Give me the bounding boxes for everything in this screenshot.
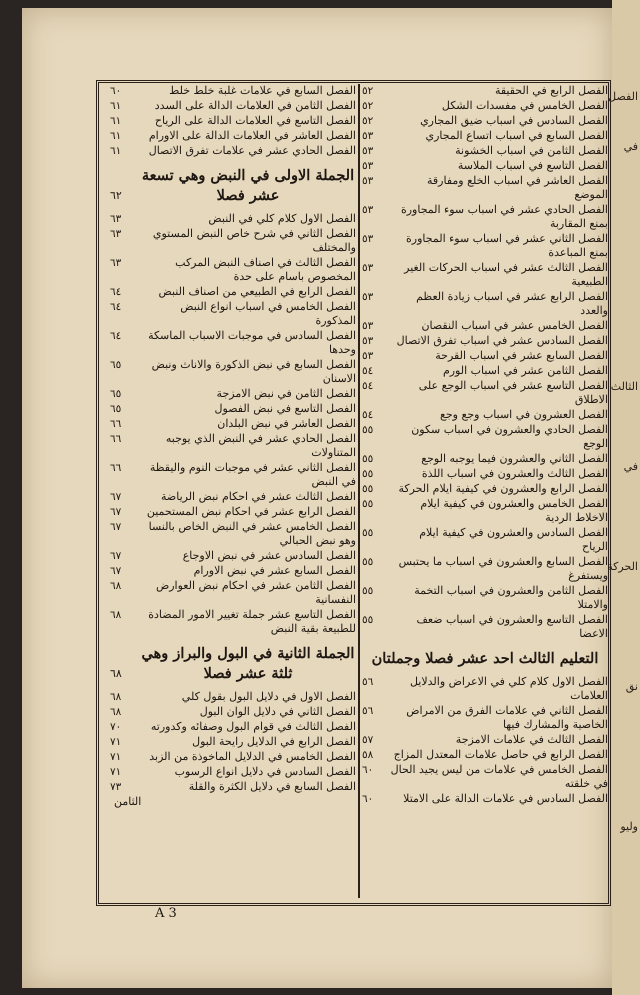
page-number: ٦٤ [110, 330, 122, 342]
toc-entry [362, 84, 608, 98]
page-number: ٦٠ [110, 85, 122, 97]
chapter-title: الفصل الثالث في قوام البول وصفائه وكدورته [150, 720, 356, 733]
page-number: ٥٢ [362, 85, 374, 97]
chapter-title: الفصل السابع عشر في اسباب القرحة [435, 349, 608, 362]
toc-entry [110, 129, 356, 143]
page-number: ٥٨ [362, 749, 374, 761]
page-number: ٥٥ [362, 424, 374, 436]
page-number: ٦٨ [110, 580, 122, 592]
toc-entry [110, 461, 356, 489]
toc-entry [110, 387, 356, 401]
page-number: ٧١ [110, 736, 122, 748]
toc-entry [362, 129, 608, 143]
page-number: ٥٤ [362, 380, 374, 392]
chapter-title: الفصل الثاني في علامات الفرق من الامراض الخاصية والمشارك فيها [406, 704, 608, 731]
page-number: ٥٣ [362, 130, 374, 142]
chapter-title: الفصل الخامس في اسباب انواع النبض المذكورة [180, 300, 356, 327]
toc-entry [362, 408, 608, 422]
toc-entry [110, 690, 356, 704]
chapter-title: الفصل الثالث والعشرون في اسباب اللذة [421, 467, 608, 480]
chapter-title: الفصل الحادي والعشرون في اسباب سكون الوجع [411, 423, 608, 450]
page-number: ٦١ [110, 130, 122, 142]
chapter-title: الفصل الرابع في الدلايل رايحة البول [192, 735, 356, 748]
toc-entry [362, 792, 608, 806]
page-number: ٦٦ [110, 462, 122, 474]
toc-entry [362, 144, 608, 158]
chapter-title: الفصل الثاني والعشرون فيما يوجبه الوجع [421, 452, 608, 465]
chapter-title: الفصل الرابع عشر في اسباب زيادة العظم والعدد [416, 290, 608, 317]
page-number: ٦٦ [110, 418, 122, 430]
toc-entry [362, 114, 608, 128]
chapter-title: الفصل السابع في علامات غلبة خلط خلط [169, 84, 356, 97]
page-number: ٥٧ [362, 734, 374, 746]
section-heading: التعليم الثالث احد عشر فصلا وجملتان [371, 650, 599, 667]
chapter-title: الفصل الثامن في اسباب الخشونة [455, 144, 608, 157]
page-number: ٥٥ [362, 556, 374, 568]
adjacent-page-edge [607, 0, 640, 995]
adjacent-page-text: الفصل [608, 90, 638, 103]
page-number: ٦٧ [110, 565, 122, 577]
chapter-title: الفصل السادس في دلايل انواع الرسوب [174, 765, 356, 778]
chapter-title: الفصل الثامن عشر في احكام نبض العوارض النفسانية [155, 579, 356, 606]
toc-entry [110, 227, 356, 255]
chapter-title: الفصل الاول كلام كلي في النبض [208, 212, 356, 225]
toc-entry [110, 432, 356, 460]
toc-entry [362, 334, 608, 348]
chapter-title: الفصل الثالث عشر في اسباب الحركات الغير الطبيعية [404, 261, 608, 288]
toc-entry [362, 467, 608, 481]
chapter-title: الفصل الثامن عشر في اسباب الورم [442, 364, 608, 377]
toc-entry [362, 159, 608, 173]
toc-entry [110, 358, 356, 386]
page-number: ٦٦ [110, 433, 122, 445]
chapter-title: الفصل الثالث عشر في احكام نبض الرياضة [160, 490, 356, 503]
chapter-title: الفصل التاسع عشر في اسباب الوجع على الاطلاق [418, 379, 608, 406]
page-number: ٥٣ [362, 350, 374, 362]
toc-entry [110, 549, 356, 563]
chapter-title: الفصل السادس في علامات الدالة على الامتلا [403, 792, 608, 805]
chapter-title: الفصل الخامس عشر في النبض الخاص بالنسا وهو نبض الحبالي [148, 520, 356, 547]
toc-entry [362, 584, 608, 612]
chapter-title: الفصل الاول في دلايل البول بقول كلي [181, 690, 356, 703]
chapter-title: الفصل العاشر في نبض البلدان [217, 417, 356, 430]
chapter-title: الفصل الرابع في الحقيقة [494, 84, 608, 97]
chapter-title: الفصل الثاني عشر في موجبات النوم واليقظة في النبض [149, 461, 356, 488]
toc-entry [110, 750, 356, 764]
chapter-title: الفصل الحادي عشر في اسباب سوء المجاورة بمنع المقاربة [400, 203, 608, 230]
chapter-title: الفصل الاول كلام كلي في الاعراض والدلايل العلامات [409, 675, 608, 702]
toc-entry [362, 733, 608, 747]
chapter-title: الفصل الثامن والعشرون في اسباب التخمة والامتلا [414, 584, 608, 611]
toc-entry [110, 300, 356, 328]
page-number: ٦٧ [110, 550, 122, 562]
page-number: ٦٢ [110, 189, 122, 202]
toc-entry [110, 735, 356, 749]
page-number: ٥٥ [362, 498, 374, 510]
chapter-title: الفصل السابع عشر في نبض الاورام [193, 564, 356, 577]
toc-entry [110, 212, 356, 226]
chapter-title: الفصل الثالث في اصناف النبض المركب المخصوص باسام على حدة [175, 256, 356, 283]
page-number: ٦٨ [110, 609, 122, 621]
toc-entry [362, 174, 608, 202]
page-number: ٥٥ [362, 483, 374, 495]
chapter-title: الفصل الحادي عشر في النبض الذي يوجبه المتناولات [165, 432, 356, 459]
toc-entry [110, 608, 356, 636]
chapter-title: الفصل العشرون في اسباب وجع وجع [440, 408, 608, 421]
adjacent-page-text: في [623, 140, 638, 153]
page-number: ٦٥ [110, 359, 122, 371]
toc-entry [110, 285, 356, 299]
toc-entry [362, 99, 608, 113]
toc-entry [110, 84, 356, 98]
chapter-title: الفصل التاسع في نبض الفصول [214, 402, 356, 415]
page-number: ٦٧ [110, 521, 122, 533]
toc-entry [110, 564, 356, 578]
toc-entry [362, 555, 608, 583]
page-number: ٥٥ [362, 614, 374, 626]
toc-entry [110, 144, 356, 158]
chapter-title: الفصل الخامس عشر في اسباب النقصان [421, 319, 608, 332]
chapter-title: الفصل التاسع في اسباب الملاسة [457, 159, 608, 172]
page-number: ٦٣ [110, 213, 122, 225]
chapter-title: الفصل السادس في موجبات الاسباب الماسكة وحدها [148, 329, 356, 356]
page-number: ٦٥ [110, 403, 122, 415]
column-divider [358, 84, 360, 898]
toc-entry [110, 256, 356, 284]
toc-entry [362, 704, 608, 732]
adjacent-page-text: الثالث [610, 380, 638, 393]
page-number: ٥٤ [362, 365, 374, 377]
chapter-title: الفصل العاشر في اسباب الخلع ومفارقة الموضع [427, 174, 608, 201]
page-number: ٥٥ [362, 585, 374, 597]
toc-entry [362, 613, 608, 641]
page-number: ٦٥ [110, 388, 122, 400]
page-number: ٥٣ [362, 262, 374, 274]
toc-entry [362, 675, 608, 703]
chapter-title: الفصل الثالث في علامات الامزجة [455, 733, 608, 746]
chapter-title: الفصل التاسع في العلامات الدالة على الرياح [154, 114, 356, 127]
toc-entry [362, 379, 608, 407]
toc-entry [362, 203, 608, 231]
page-number: ٦٣ [110, 257, 122, 269]
page-number: ٥٢ [362, 100, 374, 112]
page-number: ٦٠ [362, 793, 374, 805]
toc-entry [110, 99, 356, 113]
chapter-title: الفصل الرابع والعشرون في كيفية ايلام الحركة [398, 482, 608, 495]
chapter-title: الفصل السابع في اسباب اتساع المجاري [425, 129, 608, 142]
page-number: ٦٤ [110, 301, 122, 313]
toc-entry [362, 364, 608, 378]
chapter-title: الفصل الرابع في الطبيعي من اصناف النبض [158, 285, 356, 298]
toc-entry [110, 780, 356, 794]
page-number: ٥٢ [362, 115, 374, 127]
toc-entry [362, 232, 608, 260]
adjacent-page-text: في [623, 460, 638, 473]
page-number: ٧٣ [110, 781, 122, 793]
chapter-title: الفصل السابع في نبض الذكورة والاناث ونبض الاسنان [151, 358, 356, 385]
adjacent-page-text: الحركة [607, 560, 638, 573]
toc-entry [362, 482, 608, 496]
toc-entry [362, 319, 608, 333]
toc-entry [362, 261, 608, 289]
page-number: ٧١ [110, 766, 122, 778]
chapter-title: الفصل الثامن في العلامات الدالة على السدد [154, 99, 356, 112]
heading-text: الجملة الثانية في البول والبراز وهي ثلثة عشر فصلا [141, 645, 355, 682]
chapter-title: الفصل السادس في اسباب ضيق المجاري [420, 114, 608, 127]
toc-entry [110, 490, 356, 504]
toc-entry [362, 452, 608, 466]
page-number: ٥٣ [362, 335, 374, 347]
page-number: ٥٣ [362, 320, 374, 332]
chapter-title: الفصل العاشر في العلامات الدالة على الاورام [148, 129, 356, 142]
chapter-title: الفصل السادس والعشرون في كيفية ايلام الرياح [419, 526, 608, 553]
toc-entry [362, 290, 608, 318]
toc-entry [110, 417, 356, 431]
chapter-title: الفصل الثاني عشر في اسباب سوء المجاورة بمنع المباعدة [406, 232, 608, 259]
page-number: ٦٤ [110, 286, 122, 298]
page-number: ٥٥ [362, 527, 374, 539]
section-heading [110, 166, 356, 206]
heading-text: الجملة الاولى في النبض وهي تسعة عشر فصلا [141, 167, 355, 204]
page-number: ٥٣ [362, 175, 374, 187]
toc-entry [362, 349, 608, 363]
chapter-title: الفصل السابع في دلايل الكثرة والقلة [188, 780, 356, 793]
toc-entry [362, 763, 608, 791]
page-number: ٥٣ [362, 204, 374, 216]
page-number: ٥٣ [362, 233, 374, 245]
page-number: ٥٣ [362, 291, 374, 303]
page-number: ٦١ [110, 100, 122, 112]
chapter-title: الفصل الثاني في شرح خاص النبض المستوي والمختلف [152, 227, 356, 254]
chapter-title: الفصل الخامس في مفسدات الشكل [441, 99, 608, 112]
page-number: ٦٨ [110, 667, 122, 680]
chapter-title: الفصل الخامس في الدلايل الماخوذة من الزبد [149, 750, 356, 763]
chapter-title: الفصل السادس عشر في نبض الاوجاع [182, 549, 356, 562]
page-number: ٥٦ [362, 676, 374, 688]
adjacent-page-text: وليو [620, 820, 638, 833]
chapter-title: الفصل الحادي عشر في علامات تفرق الاتصال [148, 144, 356, 157]
chapter-title: الفصل الثامن في نبض الامزجة [216, 387, 356, 400]
toc-entry [362, 497, 608, 525]
page-number: ٦٨ [110, 706, 122, 718]
page-number: ٥٣ [362, 145, 374, 157]
toc-entry [110, 579, 356, 607]
signature-mark: A 3 [155, 906, 177, 921]
page-number: ٧٠ [110, 721, 122, 733]
page-number: ٥٥ [362, 468, 374, 480]
toc-entry [110, 329, 356, 357]
chapter-title: الفصل السابع والعشرون في اسباب ما يحتبس ويستفرغ [398, 555, 608, 582]
page-number: ٥٤ [362, 409, 374, 421]
toc-entry [110, 505, 356, 519]
page-number: ٦٧ [110, 491, 122, 503]
chapter-title: الفصل التاسع عشر جملة تغيير الامور المضادة للطبيعة بقية النبض [148, 608, 356, 635]
chapter-title: الفصل الثاني في دلايل الوان البول [199, 705, 356, 718]
page-number: ٦٧ [110, 506, 122, 518]
page-number: ٦٣ [110, 228, 122, 240]
toc-entry [110, 114, 356, 128]
page-number: ٥٥ [362, 453, 374, 465]
page-number: ٦١ [110, 145, 122, 157]
chapter-title: الفصل الرابع عشر في احكام نبض المستحمين [146, 505, 356, 518]
toc-entry [110, 720, 356, 734]
page-number: ٦١ [110, 115, 122, 127]
toc-left-column [110, 84, 356, 898]
toc-entry [362, 748, 608, 762]
toc-entry [362, 526, 608, 554]
chapter-title: الفصل الرابع في حاصل علامات المعتدل المزاج [393, 748, 608, 761]
page-number: ٦٠ [362, 764, 374, 776]
page-number: ٦٨ [110, 691, 122, 703]
toc-entry [110, 705, 356, 719]
page-number: ٥٣ [362, 160, 374, 172]
chapter-title: الفصل السادس عشر في اسباب تفرق الاتصال [396, 334, 608, 347]
toc-entry [110, 402, 356, 416]
adjacent-page-text: نق [625, 680, 638, 693]
chapter-title: الفصل التاسع والعشرون في اسباب ضعف الاعضا [416, 613, 608, 640]
catchword: الثامن [114, 795, 142, 808]
chapter-title: الفصل الخامس في علامات من ليس يجيد الحال في خلقته [390, 763, 608, 790]
toc-entry [110, 520, 356, 548]
page-number: ٥٦ [362, 705, 374, 717]
section-heading [110, 644, 356, 684]
toc-entry [110, 765, 356, 779]
page-number: ٧١ [110, 751, 122, 763]
toc-entry [362, 423, 608, 451]
toc-right-column [362, 84, 608, 898]
chapter-title: الفصل الخامس والعشرون في كيفية ايلام الاخلاط الردية [420, 497, 608, 524]
